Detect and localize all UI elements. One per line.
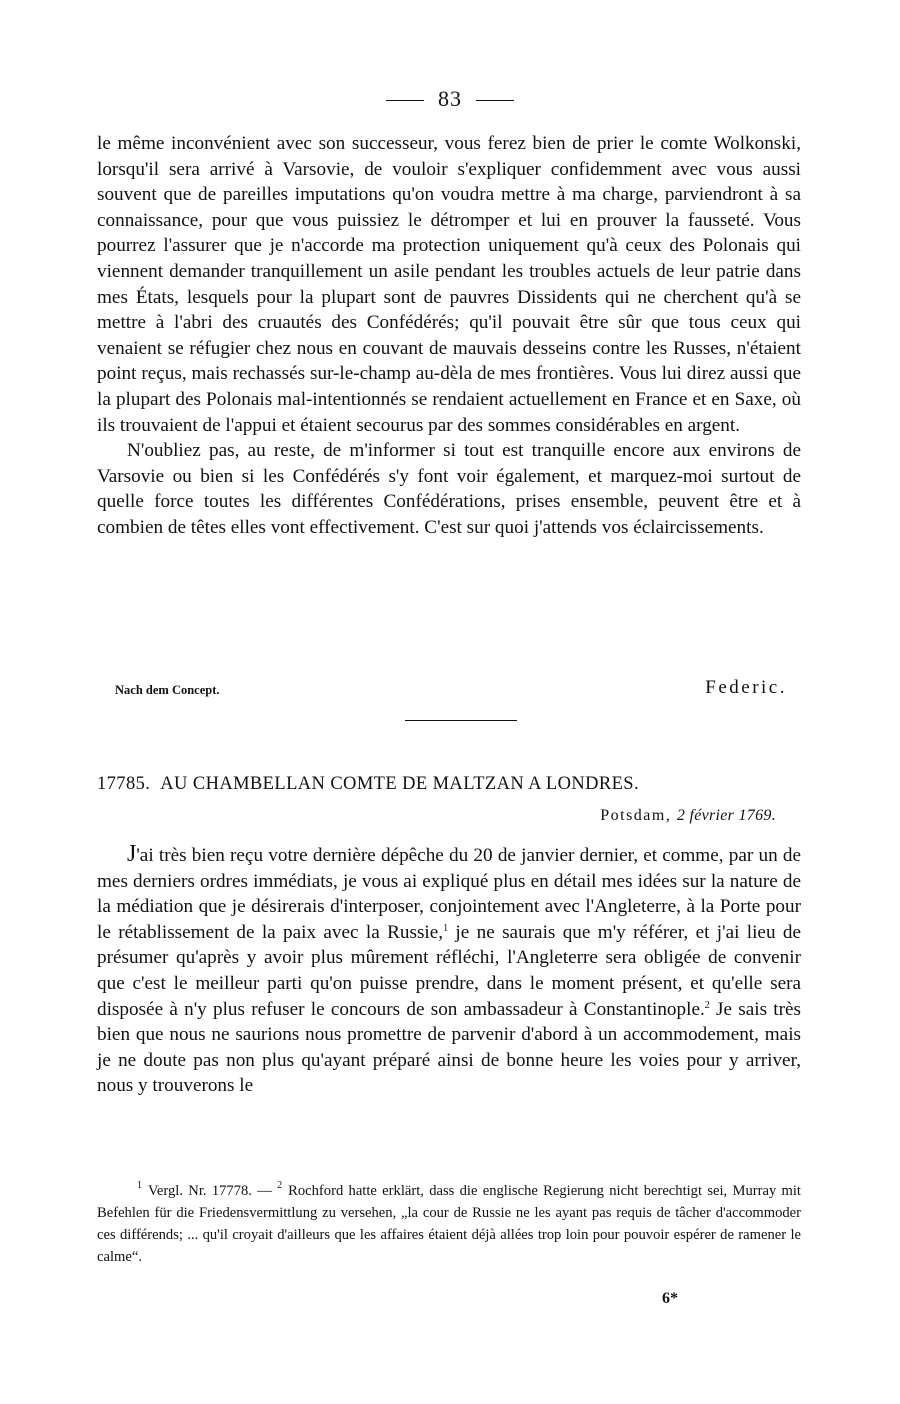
footnote-ref[interactable]: 1: [443, 922, 449, 934]
header-right-dash: [476, 100, 514, 101]
letter-body: [97, 842, 801, 1099]
text-segment: 'ai très bien reçu votre dernière dépêche du 20 de janvier dernier, et comme, par un de mes derniers ordres immédiats, je vous ai expliqué plus en détail mes idées sur la nature de la médiation que je désirerais d'interposer, conjointement avec l'Angleterre, à la Porte pour le rétablissement de la paix avec la Russie,: [97, 845, 801, 943]
footnote: [97, 1180, 801, 1268]
closing-line: [115, 677, 801, 701]
footnote-marker: 2: [277, 1180, 283, 1191]
letter-title: AU CHAMBELLAN COMTE DE MALTZAN A LONDRES.: [160, 774, 640, 794]
source-note: Nach dem Concept.: [115, 683, 220, 697]
footnote-text: Vergl. Nr. 17778. —: [148, 1183, 278, 1199]
paragraph: N'oubliez pas, au reste, de m'informer si tout est tranquille encore aux environs de Varsovie ou bien si les Confédérés s'y font voir également, et marquez-moi surtout de quelle force toutes les différentes Confédérations, prises ensemble, peuvent être et à combien de têtes elles vont effectivement. C'est sur quoi j'attends vos éclaircissements.: [97, 440, 801, 538]
section-divider: [405, 720, 517, 721]
page-header: [0, 86, 900, 112]
footnote-ref[interactable]: 2: [704, 999, 710, 1011]
dateline: [600, 807, 776, 825]
date: 2 février 1769.: [676, 807, 776, 824]
letter-continuation: [97, 131, 801, 541]
footnote-marker: 1: [137, 1180, 142, 1191]
text-segment: je ne saurais que m'y référer, et j'ai lieu de présumer qu'après y avoir plus mûrement réfléchi, l'Angleterre sera obligée de convenir que c'est le meilleur parti qu'on puisse prendre, dans le moment présent, et qu'elle sera disposée à n'y plus refuser le concours de son ambassadeur à Constantinople.: [97, 921, 801, 1020]
letter-number: 17785.: [97, 774, 151, 794]
footnotes: [97, 1180, 801, 1268]
paragraph: le même inconvénient avec son successeur, vous ferez bien de prier le comte Wolkonski, lorsqu'il sera arrivé à Varsovie, de vouloir s'expliquer confidemment avec vous aussi souvent que de pareilles imputations qu'on voudra mettre à ma charge, parviendront à sa connaissance, pour que vous puissiez le détromper et lui en prouver la fausseté. Vous pourrez l'assurer que je n'accorde ma protection uniquement qu'à ceux des Polonais qui viennent demander tranquillement un asile pendant les troubles actuels de leur patrie dans mes États, lesquels pour la plupart sont de pauvres Dissidents qui ne cherchent qu'à se mettre à l'abri des cruautés des Confédérés; qu'il pouvait être sûr que tous ceux qui venaient se réfugier chez nous en couvant de mauvais desseins contre les Russes, n'étaient point reçus, mais rechassés sur-le-champ au-dèla de mes frontières. Vous lui direz aussi que la plupart des Polonais mal-intentionnés se rendaient actuellement en France et en Saxe, où ils trouvaient de l'appui et étaient secourus par des sommes considérables en argent.: [97, 133, 801, 436]
place: Potsdam,: [600, 807, 672, 824]
paragraph: [97, 842, 801, 1099]
header-left-dash: [386, 100, 424, 101]
text-segment: Je sais très bien que nous ne saurions nous promettre de parvenir d'abord à un accommodement, mais je ne doute pas non plus qu'ayant préparé ainsi de bonne heure les voies pour y arriver, nous y trouverons le: [97, 998, 801, 1097]
footnote-text: Rochford hatte erklärt, dass die englische Regierung nicht berechtigt sei, Murray mit Befehlen für die Friedensvermittlung zu versehen, „la cour de Russie ne les ayant pas requis de tâcher d'accommoder ces différends; ... qu'il croyait d'ailleurs que les affaires étaient déjà allées trop loin pour pouvoir espérer de ramener le calme“.: [97, 1183, 801, 1265]
signature: Federic.: [705, 677, 787, 698]
page-number: 83: [438, 86, 462, 111]
letter-heading: [97, 774, 801, 795]
sheet-signature: 6*: [662, 1290, 678, 1307]
initial-letter: J: [127, 841, 137, 867]
